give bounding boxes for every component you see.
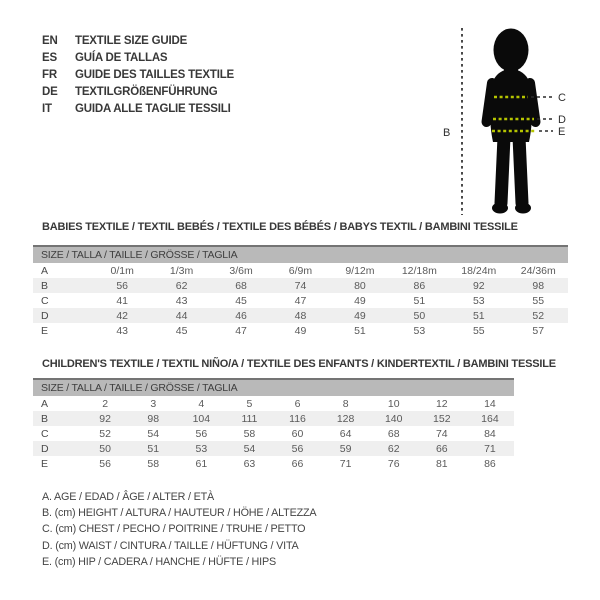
size-cell: 24/36m xyxy=(520,264,556,277)
size-cell: 86 xyxy=(413,279,426,292)
size-cell: 56 xyxy=(291,442,304,455)
lang-code: DE xyxy=(42,86,58,98)
size-cell: 51 xyxy=(354,324,366,337)
row-label: D xyxy=(41,442,49,455)
legend-hip: E. (cm) HIP / CADERA / HANCHE / HÜFTE / HIPS xyxy=(42,555,276,568)
babies-table-title: BABIES TEXTILE / TEXTIL BEBÉS / TEXTILE DES BÉBÉS / BABYS TEXTIL / BAMBINI TESSILE xyxy=(42,221,518,233)
height-label: B xyxy=(443,127,451,139)
table-row xyxy=(33,293,568,308)
size-cell: 74 xyxy=(294,279,307,292)
legend-chest: C. (cm) CHEST / PECHO / POITRINE / TRUHE / PETTO xyxy=(42,523,306,536)
size-cell: 54 xyxy=(147,427,160,440)
size-cell: 41 xyxy=(116,294,128,307)
size-cell: 71 xyxy=(339,457,352,470)
babies-size-table xyxy=(33,245,568,338)
size-cell: 111 xyxy=(241,412,258,425)
row-label: B xyxy=(41,279,49,292)
legend-waist: D. (cm) WAIST / CINTURA / TAILLE / HÜFTUNG / VITA xyxy=(42,539,299,552)
size-cell: 74 xyxy=(435,427,448,440)
size-cell: 18/24m xyxy=(461,264,497,277)
row-label: C xyxy=(41,294,49,307)
size-cell: 14 xyxy=(484,397,496,410)
lang-row-en xyxy=(42,33,234,50)
size-cell: 6/9m xyxy=(288,264,313,277)
lang-row-de xyxy=(42,84,234,101)
size-cell: 51 xyxy=(147,442,160,455)
table-row xyxy=(33,308,568,323)
size-cell: 9/12m xyxy=(345,264,375,277)
lang-title: GUÍA DE TALLAS xyxy=(75,52,168,64)
size-cell: 6 xyxy=(294,397,301,410)
row-label: A xyxy=(41,397,49,410)
size-cell: 56 xyxy=(195,427,208,440)
size-cell: 68 xyxy=(387,427,400,440)
children-size-table xyxy=(33,378,514,471)
size-cell: 80 xyxy=(354,279,366,292)
lang-code: EN xyxy=(42,35,58,47)
size-cell: 4 xyxy=(198,397,205,410)
size-header-row xyxy=(33,379,514,396)
size-cell: 60 xyxy=(291,427,304,440)
size-cell: 47 xyxy=(294,294,307,307)
size-cell: 8 xyxy=(342,397,349,410)
row-label: B xyxy=(41,412,49,425)
size-cell: 50 xyxy=(413,309,426,322)
size-cell: 50 xyxy=(99,442,111,455)
size-cell: 68 xyxy=(235,279,247,292)
lang-title: GUIDE DES TAILLES TEXTILE xyxy=(75,69,234,81)
legend-height: B. (cm) HEIGHT / ALTURA / HAUTEUR / HÖHE / ALTEZZA xyxy=(42,507,317,520)
table-row xyxy=(33,426,514,441)
size-cell: 53 xyxy=(413,324,426,337)
size-cell: 56 xyxy=(116,279,128,292)
size-cell: 51 xyxy=(472,309,485,322)
size-cell: 53 xyxy=(195,442,208,455)
size-cell: 44 xyxy=(175,309,188,322)
lang-code: IT xyxy=(42,103,52,115)
children-table-title: CHILDREN'S TEXTILE / TEXTIL NIÑO/A / TEXTILE DES ENFANTS / KINDERTEXTIL / BAMBINI TESSILE xyxy=(42,358,556,370)
size-cell: 104 xyxy=(192,412,211,425)
size-cell: 48 xyxy=(294,309,307,322)
size-cell: 84 xyxy=(484,427,496,440)
size-cell: 3/6m xyxy=(229,264,253,277)
lang-title: TEXTILE SIZE GUIDE xyxy=(75,35,188,47)
size-cell: 55 xyxy=(472,324,485,337)
table-row xyxy=(33,411,514,426)
child-silhouette xyxy=(487,29,536,214)
size-cell: 61 xyxy=(195,457,208,470)
row-label: A xyxy=(41,264,49,277)
language-title-list xyxy=(42,33,234,118)
size-cell: 66 xyxy=(435,442,448,455)
size-cell: 45 xyxy=(235,294,247,307)
chest-label: C xyxy=(558,92,566,104)
size-cell: 0/1m xyxy=(110,264,134,277)
size-cell: 71 xyxy=(484,442,496,455)
size-cell: 52 xyxy=(99,427,111,440)
size-cell: 58 xyxy=(243,427,256,440)
size-cell: 45 xyxy=(175,324,188,337)
size-cell: 57 xyxy=(532,324,545,337)
size-header-cell: SIZE / TALLA / TAILLE / GRÖSSE / TAGLIA xyxy=(33,246,568,263)
lang-row-fr xyxy=(42,67,234,84)
waist-label: D xyxy=(558,114,566,126)
size-cell: 81 xyxy=(435,457,448,470)
table-row xyxy=(33,263,568,278)
size-cell: 98 xyxy=(532,279,545,292)
size-cell: 59 xyxy=(339,442,352,455)
size-cell: 152 xyxy=(433,412,451,425)
size-cell: 128 xyxy=(336,412,355,425)
size-cell: 63 xyxy=(243,457,256,470)
size-cell: 56 xyxy=(99,457,111,470)
row-label: D xyxy=(41,309,49,322)
size-cell: 116 xyxy=(289,412,306,425)
size-cell: 54 xyxy=(243,442,256,455)
size-cell: 3 xyxy=(150,397,157,410)
size-cell: 140 xyxy=(384,412,403,425)
size-cell: 2 xyxy=(102,397,109,410)
size-cell: 46 xyxy=(235,309,247,322)
size-cell: 98 xyxy=(147,412,160,425)
child-silhouette-diagram xyxy=(440,15,600,220)
size-cell: 164 xyxy=(481,412,499,425)
size-header-row xyxy=(33,246,568,263)
size-cell: 43 xyxy=(116,324,128,337)
size-cell: 10 xyxy=(387,397,400,410)
size-cell: 64 xyxy=(339,427,352,440)
table-row xyxy=(33,456,514,471)
size-cell: 66 xyxy=(291,457,304,470)
lang-title: GUIDA ALLE TAGLIE TESSILI xyxy=(75,103,231,115)
row-label: E xyxy=(41,457,49,470)
table-row xyxy=(33,441,514,456)
row-label: C xyxy=(41,427,49,440)
size-cell: 12/18m xyxy=(401,264,437,277)
size-cell: 49 xyxy=(354,309,366,322)
row-label: E xyxy=(41,324,49,337)
size-cell: 53 xyxy=(472,294,485,307)
size-cell: 76 xyxy=(387,457,400,470)
size-cell: 5 xyxy=(246,397,253,410)
size-cell: 55 xyxy=(532,294,545,307)
lang-row-it xyxy=(42,101,234,118)
lang-row-es xyxy=(42,50,234,67)
size-cell: 47 xyxy=(235,324,247,337)
size-cell: 86 xyxy=(484,457,496,470)
size-cell: 49 xyxy=(294,324,307,337)
hip-label: E xyxy=(558,126,566,138)
legend-age: A. AGE / EDAD / ÂGE / ALTER / ETÀ xyxy=(42,491,215,503)
size-cell: 62 xyxy=(387,442,400,455)
table-row xyxy=(33,278,568,293)
size-cell: 92 xyxy=(99,412,111,425)
size-cell: 51 xyxy=(413,294,426,307)
measurement-figure xyxy=(440,15,600,220)
lang-title: TEXTILGRÖßENFÜHRUNG xyxy=(75,86,218,98)
size-cell: 52 xyxy=(532,309,545,322)
lang-code: ES xyxy=(42,52,57,64)
size-cell: 42 xyxy=(116,309,128,322)
size-cell: 12 xyxy=(435,397,448,410)
size-cell: 58 xyxy=(147,457,160,470)
size-cell: 62 xyxy=(175,279,188,292)
table-row xyxy=(33,323,568,338)
table-row xyxy=(33,396,514,411)
size-cell: 1/3m xyxy=(169,264,194,277)
lang-code: FR xyxy=(42,69,57,81)
size-cell: 92 xyxy=(472,279,485,292)
size-cell: 43 xyxy=(175,294,188,307)
size-header-cell: SIZE / TALLA / TAILLE / GRÖSSE / TAGLIA xyxy=(33,379,514,396)
size-cell: 49 xyxy=(354,294,366,307)
measurement-legend xyxy=(42,489,316,570)
